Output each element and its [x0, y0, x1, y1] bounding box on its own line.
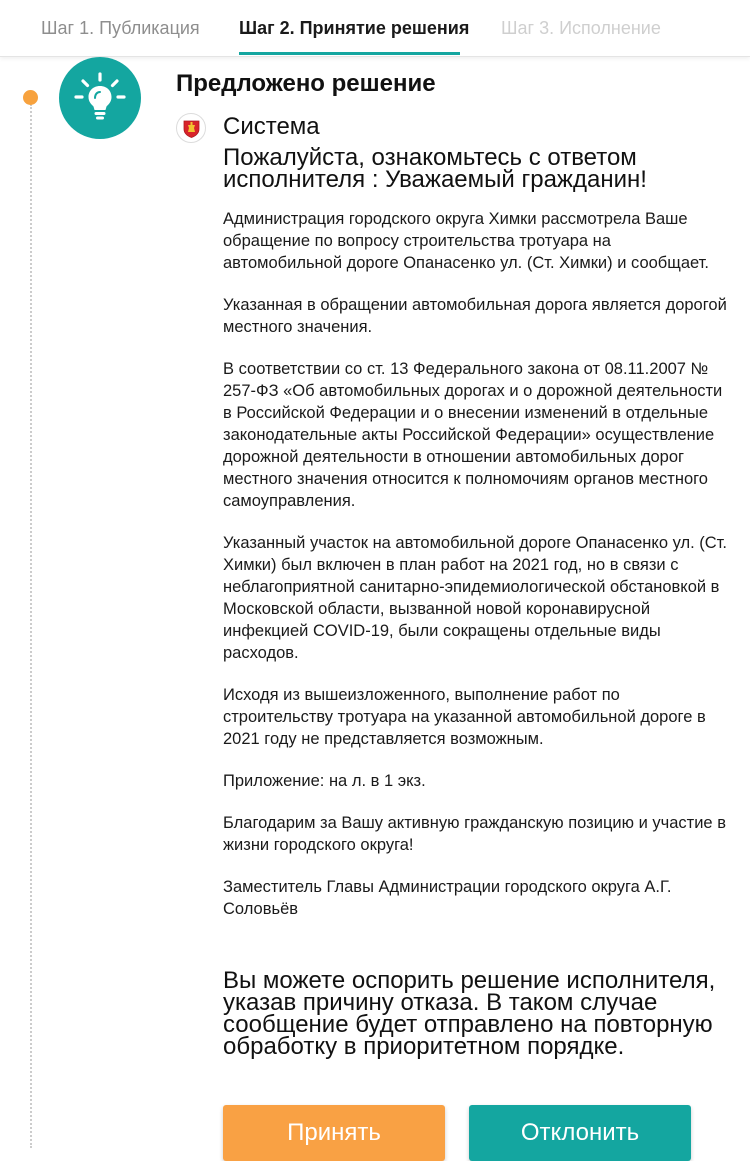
message-body: [223, 208, 728, 940]
message-intro: Пожалуйста, ознакомьтесь с ответом исполнителя : Уважаемый гражданин!: [223, 144, 647, 193]
dispute-note: Вы можете оспорить решение исполнителя, указав причину отказа. В таком случае сообщение будет отправлено на повторную обработку в приоритетном порядке.: [223, 967, 716, 1060]
active-tab-indicator: [239, 52, 460, 55]
step-tabs: [0, 0, 750, 57]
tab-step-3: Шаг 3. Исполнение: [501, 18, 661, 38]
message-paragraph: Указанный участок на автомобильной дороге Опанасенко ул. (Ст. Химки) был включен в план работ на 2021 год, но в связи с неблагоприятной санитарно-эпидемиологической обстановкой в Московской области, вызванной новой коронавирусной инфекцией COVID-19, были сокращены отдельные виды расходов.: [223, 534, 727, 662]
timeline-line: [30, 104, 32, 1148]
message-signature: Заместитель Главы Администрации городского округа А.Г. Соловьёв: [223, 878, 672, 918]
step-title: Предложено решение: [176, 70, 436, 97]
message-paragraph: Указанная в обращении автомобильная дорога является дорогой местного значения.: [223, 296, 727, 336]
message-paragraph: Администрация городского округа Химки рассмотрела Ваше обращение по вопросу строительства тротуара на автомобильной дороге Опанасенко ул. (Ст. Химки) и сообщает.: [223, 210, 709, 272]
message-paragraph: Благодарим за Вашу активную гражданскую позицию и участие в жизни городского округа!: [223, 814, 726, 854]
timeline-dot: [23, 90, 38, 105]
message-author: Система: [223, 113, 320, 140]
lightbulb-icon: [59, 57, 141, 139]
reject-button[interactable]: Отклонить: [469, 1105, 691, 1161]
tab-step-1[interactable]: Шаг 1. Публикация: [41, 18, 200, 38]
message-paragraph: Исходя из вышеизложенного, выполнение работ по строительству тротуара на указанной автомобильной дороге в 2021 году не представляется возможным.: [223, 686, 706, 748]
tab-step-2[interactable]: Шаг 2. Принятие решения: [239, 18, 470, 38]
coat-of-arms-icon: [176, 113, 206, 143]
message-paragraph: Приложение: на л. в 1 экз.: [223, 772, 426, 790]
accept-button[interactable]: Принять: [223, 1105, 445, 1161]
message-paragraph: В соответствии со ст. 13 Федерального закона от 08.11.2007 № 257-ФЗ «Об автомобильных дорогах и о дорожной деятельности в Российской Федерации и о внесении изменений в отдельные законодательные акты Российской Федерации» осуществление дорожной деятельности в отношении автомобильных дорог местного значения относится к полномочиям органов местного самоуправления.: [223, 360, 723, 510]
